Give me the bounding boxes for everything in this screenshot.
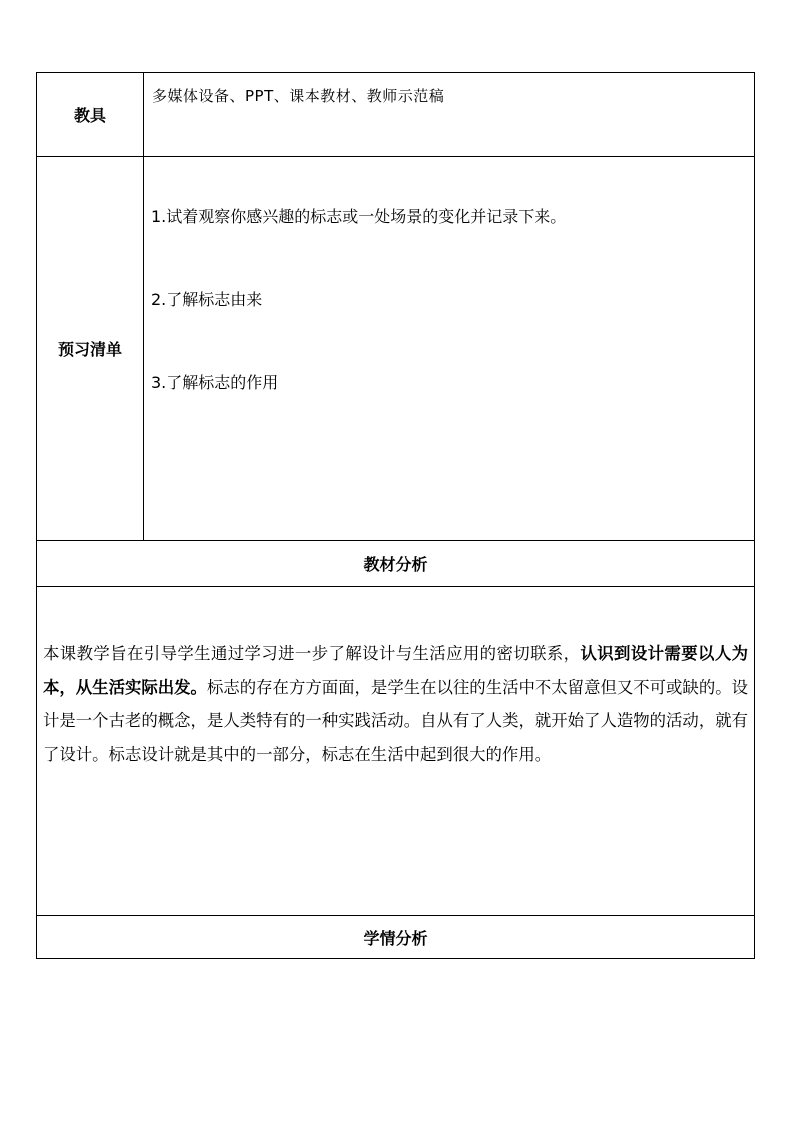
teaching-tools-label: 教具 [37, 73, 144, 157]
analysis-text-emphasis: 认识到设计需要以人为本，从生活实际出发。 [43, 644, 749, 697]
student-analysis-header: 学情分析 [37, 916, 755, 959]
material-analysis-header-row [37, 541, 755, 587]
preview-item: 3.了解标志的作用 [151, 373, 279, 392]
preview-item: 1.试着观察你感兴趣的标志或一处场景的变化并记录下来。 [151, 207, 567, 226]
analysis-text-part2: 标志的存在方方面面，是学生在以往的生活中不太留意但又不可或缺的。设计是一个古老的概念，是人类特有的一种实践活动。自从有了人类，就开始了人造物的活动，就有了设计。标志设计就是其中的一部分，标志在生活中起到很大的作用。 [43, 677, 749, 764]
preview-list-content [144, 157, 755, 541]
student-analysis-header-row [37, 916, 755, 959]
material-analysis-text [37, 587, 755, 916]
lesson-plan-table [36, 72, 755, 959]
preview-list-label: 预习清单 [37, 157, 144, 541]
teaching-tools-content: 多媒体设备、PPT、课本教材、教师示范稿 [144, 73, 755, 157]
material-analysis-header: 教材分析 [37, 541, 755, 587]
teaching-tools-row [37, 73, 755, 157]
analysis-text-part1: 本课教学旨在引导学生通过学习进一步了解设计与生活应用的密切联系， [43, 644, 581, 663]
preview-list-row [37, 157, 755, 541]
material-analysis-row [37, 587, 755, 916]
preview-item: 2.了解标志由来 [151, 290, 263, 309]
